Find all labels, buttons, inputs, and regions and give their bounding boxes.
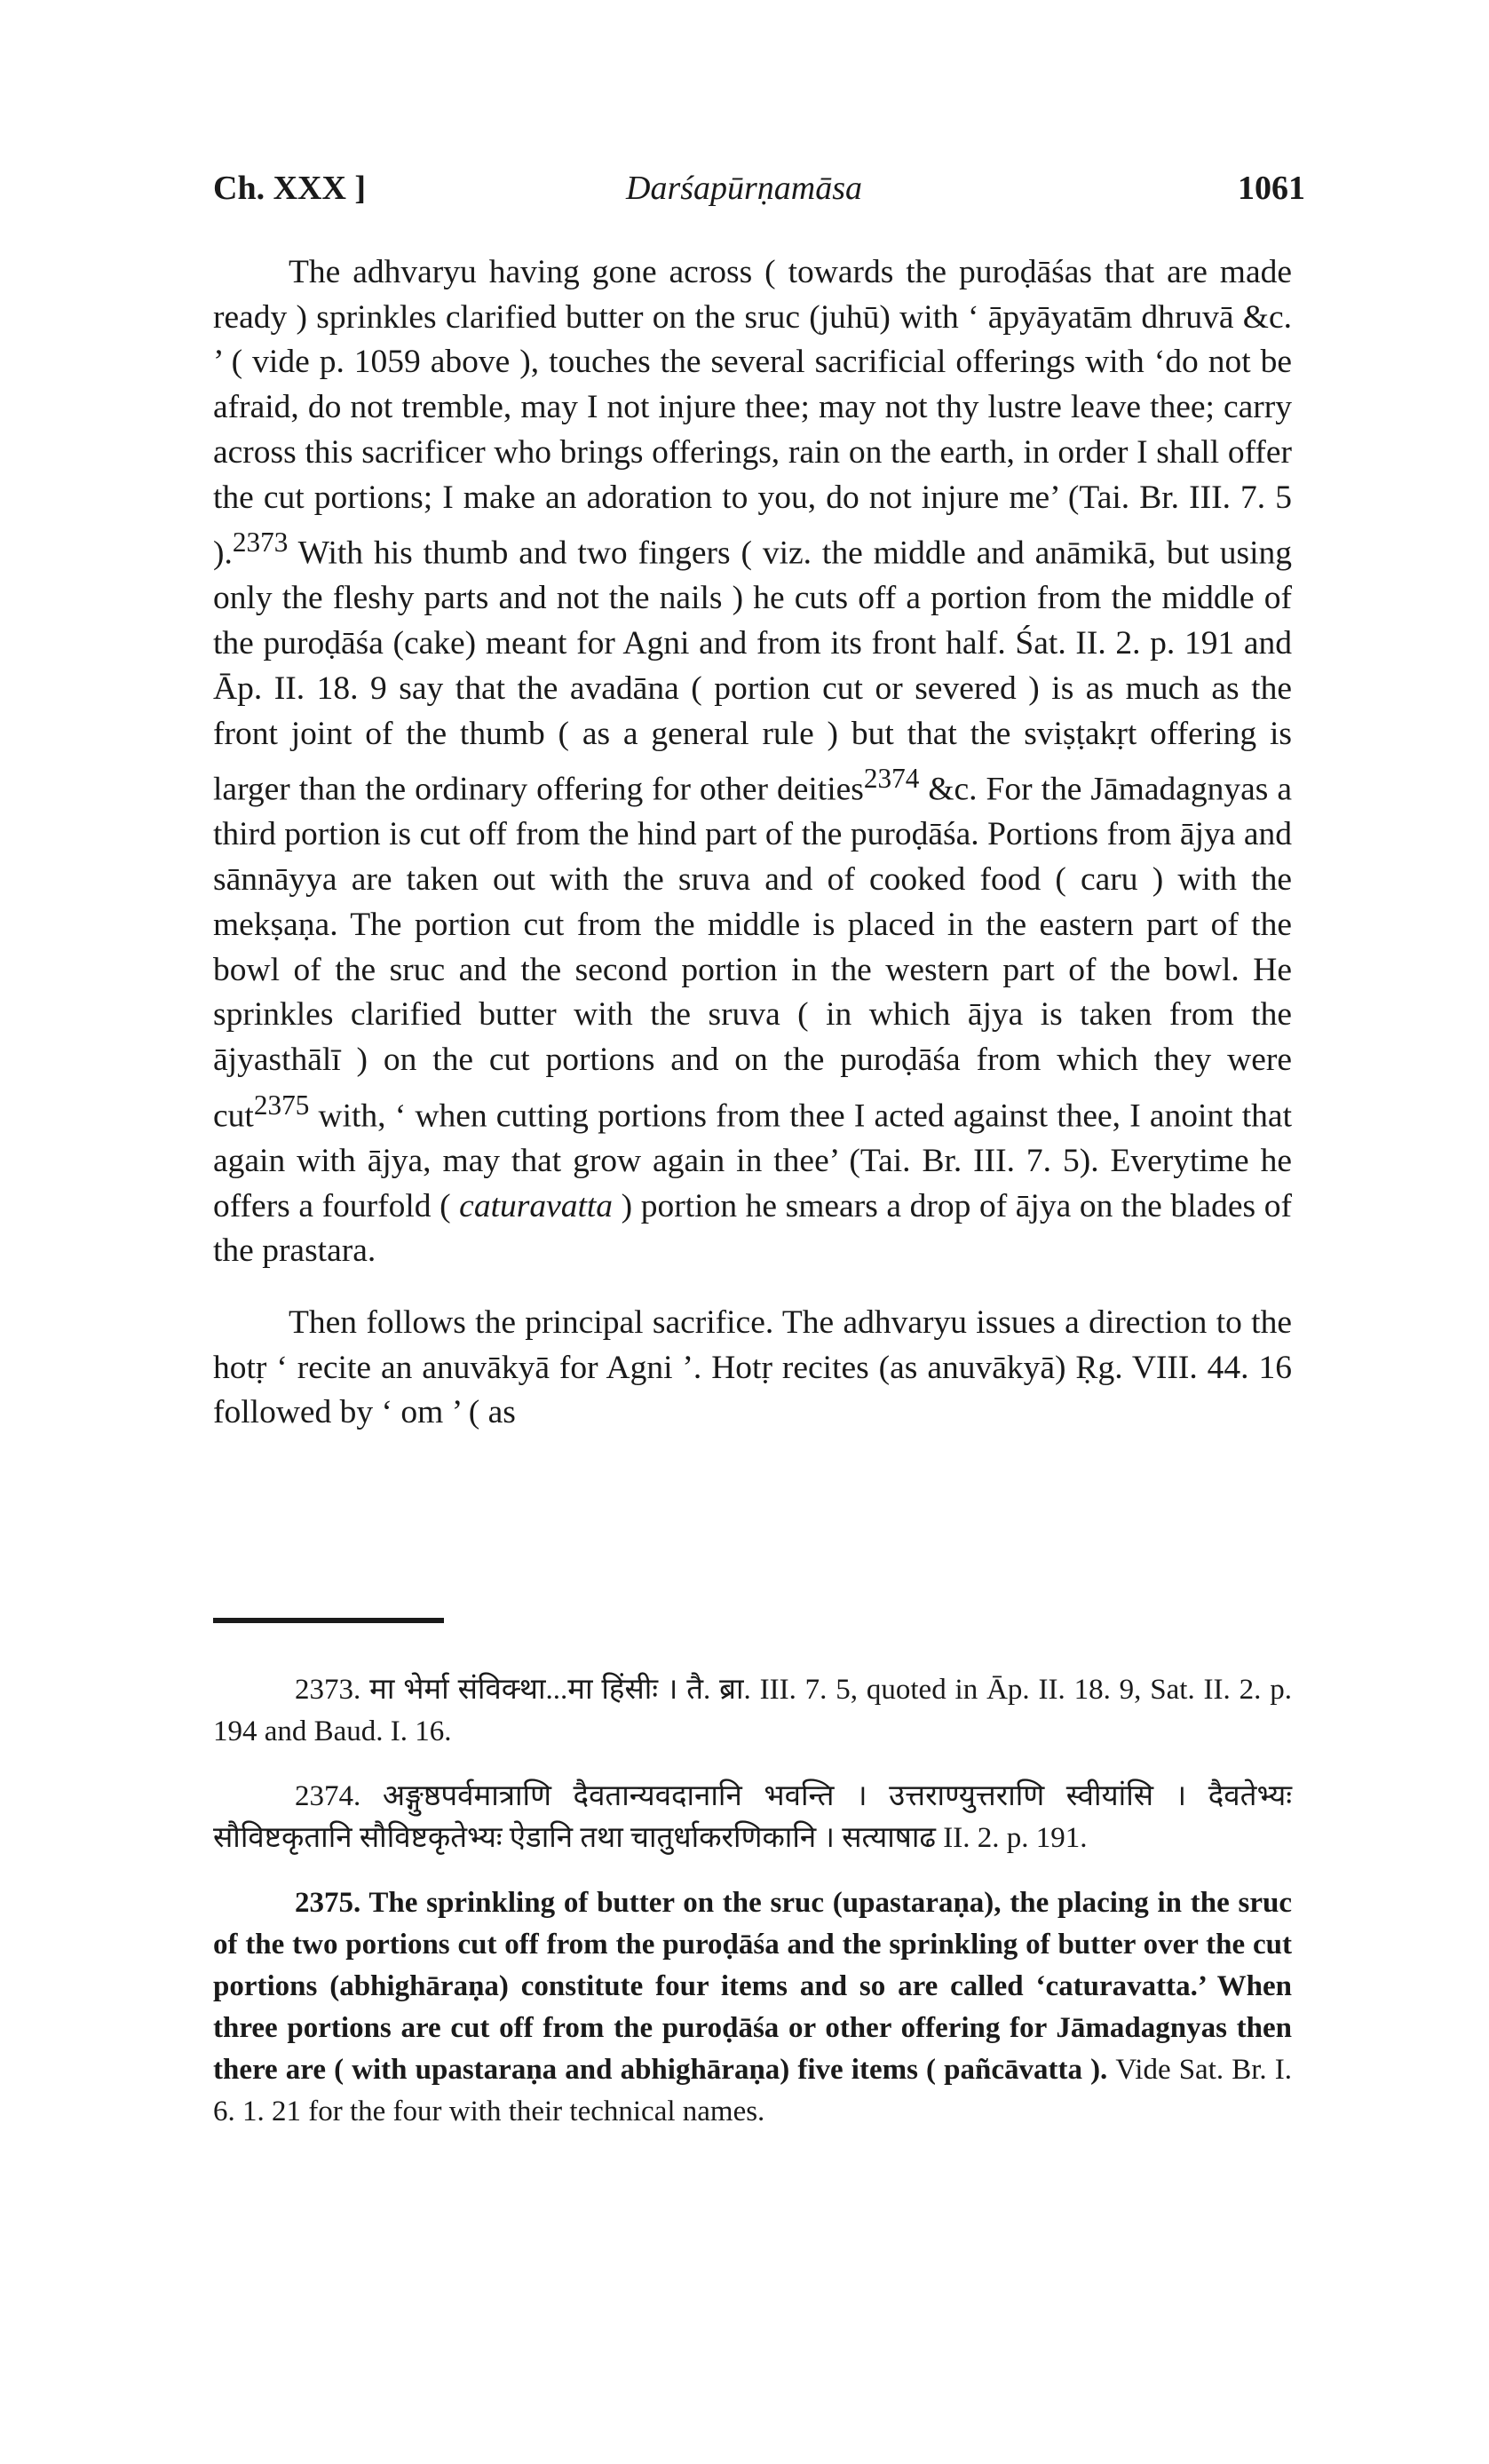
footnotes — [213, 1669, 1292, 2133]
running-header — [213, 169, 1305, 218]
term-caturavatta: caturavatta — [459, 1187, 614, 1224]
footnote-ref-2373: 2373 — [232, 527, 289, 559]
paragraph-1-text-c: &c. For the Jāmadagnyas a third portion is cut off from the hind part of the puroḍāśa. Portions from ājya and sānnāyya are taken out with the sruva and of cooked food ( caru ) with the mekṣaṇa. The portion cut from the middle is placed in the eastern part of the bowl of the sruc and the second portion in the western part of the bowl. He sprinkles clarified butter with the sruva ( in which ājya is taken from the ājyasthālī ) on the cut portions and on the puroḍāśa from which they were cut — [213, 771, 1293, 1135]
paragraph-1-text-d: with, ‘ when cutting portions from thee I acted against thee, I anoint that again with ājya, may that grow again in thee’ (Tai. Br. III. 7. 5). Everytime he offers a fourfold ( — [213, 1097, 1292, 1224]
page-number: 1061 — [1238, 170, 1305, 207]
paragraph-2: Then follows the principal sacrifice. The adhvaryu issues a direction to the hotṛ ‘ recite an anuvākyā for Agni ’. Hotṛ recites (as anuvākyā) Ṛg. VIII. 44. 16 followed by ‘ om ’ ( as — [213, 1303, 1292, 1431]
footnote-2375-ref: Vide Sat. Br. I. 6. 1. 21 for the four with their technical names. — [213, 2054, 1292, 2127]
footnote-separator — [213, 1618, 444, 1623]
footnote-2373: 2373. मा भेर्मा संविक्था...मा हिंसीः । तै. ब्रा. III. 7. 5, quoted in Āp. II. 18. 9, Sat. II. 2. p. 194 and Baud. I. 16. — [213, 1674, 1292, 1747]
chapter-label: Ch. XXX ] — [213, 170, 367, 207]
footnote-ref-2375: 2375 — [253, 1089, 310, 1121]
paragraph-1-text-a: The adhvaryu having gone across ( towards the puroḍāśas that are made ready ) sprinkles clarified butter on the sruc (juhū) with ‘ āpyāyatām dhruvā &c. ’ ( vide p. 1059 above ), touches the several sacrificial offerings with ‘do not be afraid, do not tremble, may I not injure thee; may not thy lustre leave thee; carry across this sacrificer who brings offerings, rain on the earth, in order I shall offer the cut portions; I make an adoration to you, do not injure me’ (Tai. Br. III. 7. 5 ). — [213, 254, 1292, 572]
footnote-2375 — [213, 1882, 1292, 2133]
paragraph-1-text-e: ) portion he smears a drop of ājya on the blades of the prastara. — [213, 1187, 1292, 1270]
running-title: Darśapūrṇamāsa — [626, 170, 863, 207]
footnote-2374: 2374. अङ्गुष्ठपर्वमात्राणि दैवतान्यवदानानि भवन्ति । उत्तराण्युत्तराणि स्वीयांसि । दैवतेभ्यः सौविष्टकृतानि सौविष्टकृतेभ्यः ऐडानि तथा चातुर्धाकरणिकानि । सत्याषाढ II. 2. p. 191. — [213, 1780, 1292, 1854]
footnote-ref-2374: 2374 — [863, 763, 920, 795]
paragraph-1-text-b: With his thumb and two fingers ( viz. the middle and anāmikā, but using only the fleshy parts and not the nails ) he cuts off a portion from the middle of the puroḍāśa (cake) meant for Agni and from its front half. Śat. II. 2. p. 191 and Āp. II. 18. 9 say that the avadāna ( portion cut or severed ) is as much as the front joint of the thumb ( as a general rule ) but that the sviṣṭakṛt offering is larger than the ordinary offering for other deities — [213, 535, 1292, 808]
paragraph-1 — [213, 250, 1292, 1274]
footnote-2375-text: 2375. The sprinkling of butter on the sruc (upastaraṇa), the placing in the sruc of the two portions cut off from the puroḍāśa and the sprinkling of butter over the cut portions (abhighāraṇa) constitute four items and so are called ‘caturavatta.’ When three portions are cut off from the puroḍāśa or other offering for Jāmadagnyas then there are ( with upastaraṇa and abhighāraṇa) five items ( pañcāvatta ). — [213, 1887, 1292, 2086]
main-text — [213, 250, 1292, 1436]
